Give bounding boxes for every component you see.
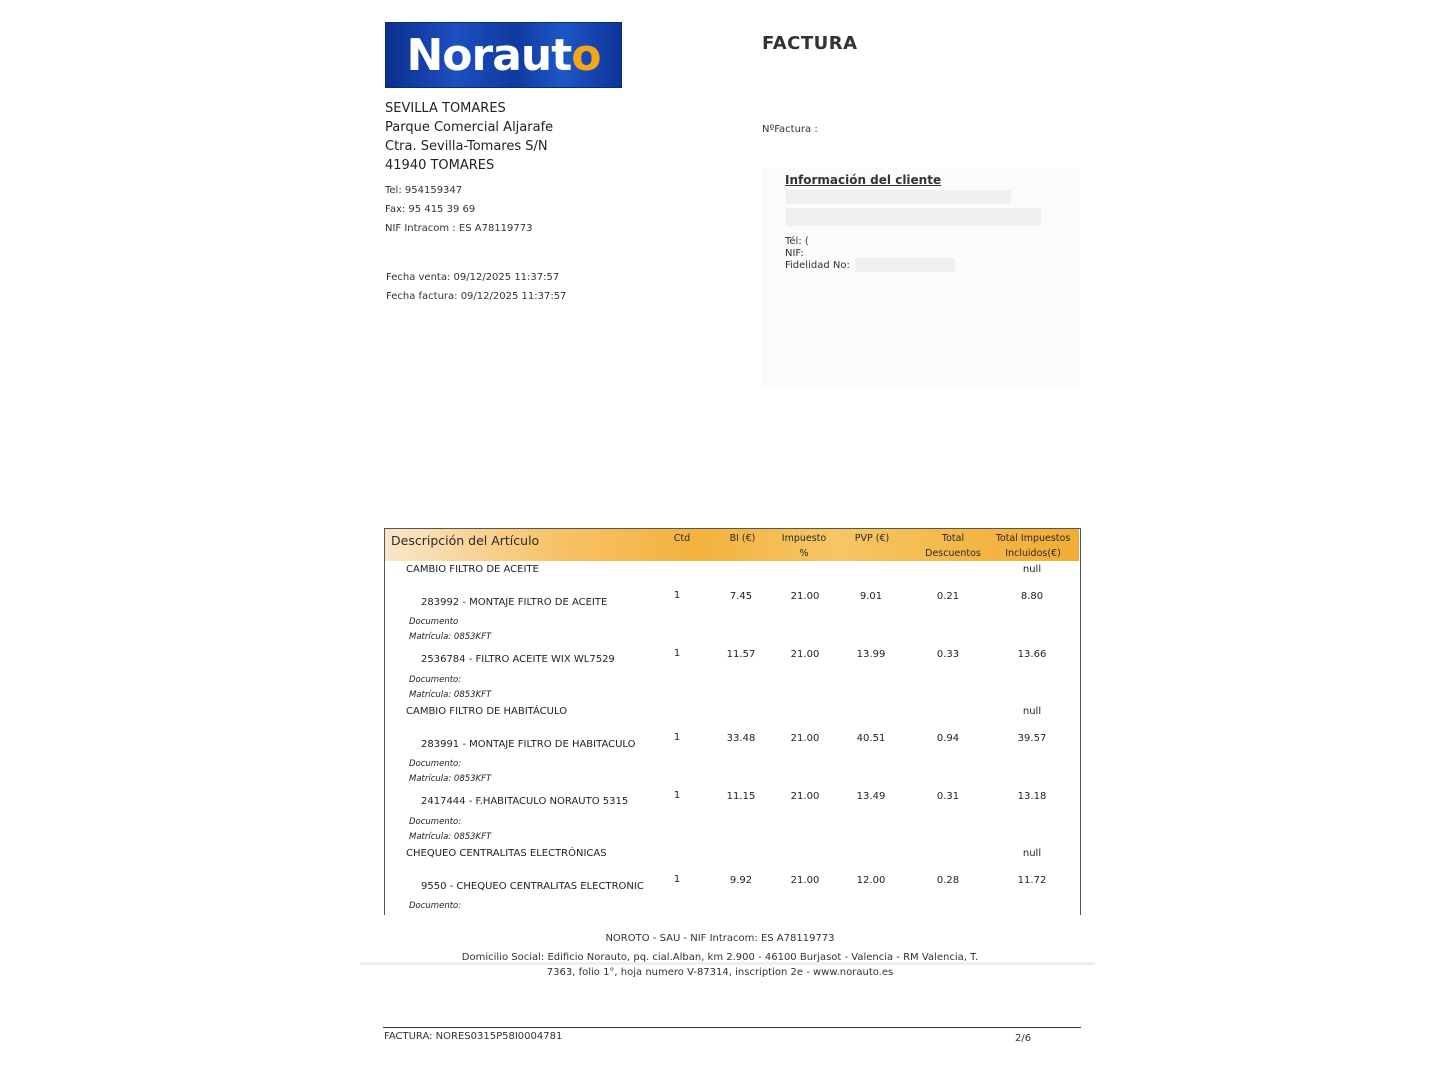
invoice-id: FACTURA: NORES0315P58I0004781 [384, 1031, 563, 1042]
norauto-logo [385, 22, 622, 88]
invoice-number-label: NºFactura : [762, 124, 818, 135]
redacted-loyalty-number [855, 258, 955, 272]
item-description: 2417444 - F.HABITACULO NORAUTO 5315 [421, 796, 629, 807]
item-tax: 21.00 [790, 649, 820, 660]
footer-company: NOROTO - SAU - NIF Intracom: ES A78119773 [605, 933, 835, 944]
sale-date: Fecha venta: 09/12/2025 11:37:57 [386, 272, 560, 283]
header-total [988, 531, 1078, 561]
item-tax: 21.00 [790, 875, 820, 886]
item-document: Documento [409, 617, 459, 627]
item-pvp: 40.51 [856, 733, 886, 744]
item-tax: 21.00 [790, 733, 820, 744]
document-title: FACTURA [762, 33, 858, 54]
item-document: Documento: [409, 901, 462, 911]
item-discount: 0.33 [936, 649, 960, 660]
header-discounts-line2: Descuentos [925, 548, 981, 559]
header-total-line1: Total Impuestos [995, 533, 1071, 544]
client-info-title: Información del cliente [785, 173, 942, 187]
store-tel: Tel: 954159347 [385, 185, 463, 196]
store-postal: 41940 TOMARES [385, 158, 495, 173]
logo-text [385, 22, 622, 88]
footer-address-2: 7363, folio 1°, hoja numero V-87314, inscription 2e - www.norauto.es [546, 967, 894, 978]
item-plate: Matrícula: 0853KFT [409, 690, 492, 700]
item-plate: Matrícula: 0853KFT [409, 832, 492, 842]
item-tax: 21.00 [790, 791, 820, 802]
store-fax: Fax: 95 415 39 69 [385, 204, 476, 215]
item-bi: 11.15 [726, 791, 756, 802]
item-description: 283991 - MONTAJE FILTRO DE HABITACULO [421, 739, 636, 750]
logo-accent-letter: o [571, 29, 601, 81]
header-tax-line2: % [799, 548, 809, 559]
store-address-2: Ctra. Sevilla-Tomares S/N [385, 139, 548, 154]
group-total: null [1022, 564, 1042, 575]
item-discount: 0.31 [936, 791, 960, 802]
header-description: Descripción del Artículo [391, 533, 540, 548]
store-address-1: Parque Comercial Aljarafe [385, 120, 554, 135]
item-discount: 0.94 [936, 733, 960, 744]
client-nif: NIF: [785, 248, 804, 259]
header-discounts-line1: Total [941, 533, 965, 544]
item-qty: 1 [673, 874, 681, 885]
footer-address-1: Domicilio Social: Edificio Norauto, pq. cial.Alban, km 2.900 - 46100 Burjasot - Valencia - RM Valencia, T. [461, 952, 979, 963]
group-title: CAMBIO FILTRO DE HABITÁCULO [406, 706, 568, 717]
item-description: 283992 - MONTAJE FILTRO DE ACEITE [421, 597, 608, 608]
header-tax [772, 531, 836, 561]
header-bi: BI (€) [729, 533, 756, 544]
item-description: 9550 - CHEQUEO CENTRALITAS ELECTRONIC [421, 881, 644, 892]
group-total: null [1022, 848, 1042, 859]
item-plate: Matrícula: 0853KFT [409, 774, 492, 784]
item-bi: 7.45 [729, 591, 753, 602]
group-total: null [1022, 706, 1042, 717]
group-title: CAMBIO FILTRO DE ACEITE [406, 564, 539, 575]
item-plate: Matrícula: 0853KFT [409, 632, 492, 642]
group-title: CHEQUEO CENTRALITAS ELECTRÓNICAS [406, 848, 607, 859]
item-pvp: 13.99 [856, 649, 886, 660]
header-tax-line1: Impuesto [781, 533, 827, 544]
item-bi: 33.48 [726, 733, 756, 744]
header-qty: Ctd [673, 533, 691, 544]
item-document: Documento: [409, 759, 462, 769]
item-total: 13.66 [1017, 649, 1047, 660]
item-total: 13.18 [1017, 791, 1047, 802]
item-bi: 9.92 [729, 875, 753, 886]
store-nif: NIF Intracom : ES A78119773 [385, 223, 533, 234]
item-bi: 11.57 [726, 649, 756, 660]
logo-letters: Noraut [406, 29, 572, 81]
client-tel: Tél: ( [785, 236, 809, 247]
item-total: 39.57 [1017, 733, 1047, 744]
item-document: Documento: [409, 675, 462, 685]
item-document: Documento: [409, 817, 462, 827]
item-tax: 21.00 [790, 591, 820, 602]
item-total: 11.72 [1017, 875, 1047, 886]
invoice-date: Fecha factura: 09/12/2025 11:37:57 [386, 291, 567, 302]
footer-divider [383, 1027, 1081, 1028]
redacted-client-address [786, 208, 1041, 226]
item-pvp: 13.49 [856, 791, 886, 802]
store-name: SEVILLA TOMARES [385, 101, 506, 116]
page-number: 2/6 [1015, 1033, 1032, 1044]
header-discounts [918, 531, 988, 561]
client-loyalty: Fidelidad No: [785, 260, 850, 271]
item-qty: 1 [673, 590, 681, 601]
item-qty: 1 [673, 732, 681, 743]
item-discount: 0.28 [936, 875, 960, 886]
header-total-line2: Incluidos(€) [1005, 548, 1061, 559]
header-pvp: PVP (€) [854, 533, 890, 544]
item-description: 2536784 - FILTRO ACEITE WIX WL7529 [421, 654, 615, 665]
item-qty: 1 [673, 790, 681, 801]
item-qty: 1 [673, 648, 681, 659]
item-pvp: 12.00 [856, 875, 886, 886]
item-discount: 0.21 [936, 591, 960, 602]
item-pvp: 9.01 [859, 591, 883, 602]
item-total: 8.80 [1020, 591, 1044, 602]
redacted-client-name [786, 190, 1011, 204]
